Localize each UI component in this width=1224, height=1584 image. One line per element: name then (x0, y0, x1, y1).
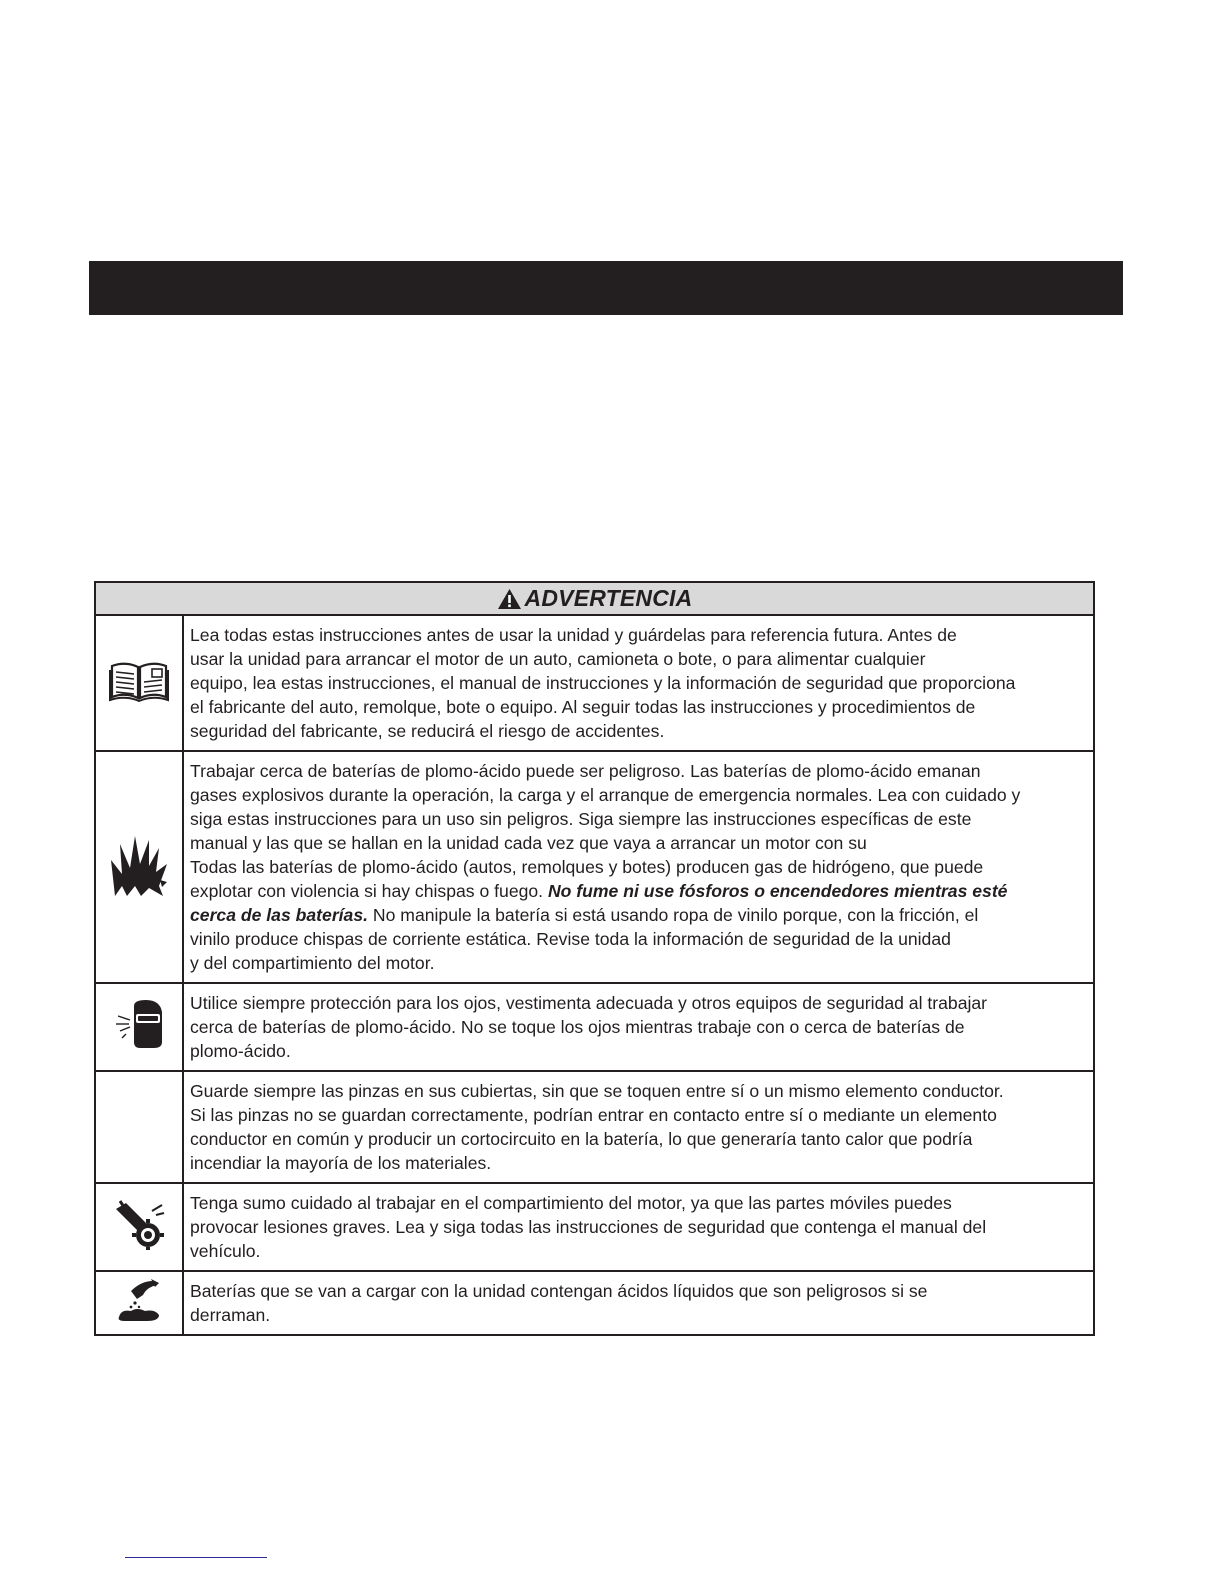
icon-cell (95, 1271, 183, 1335)
text-line: Tenga sumo cuidado al trabajar en el compartimiento del motor, ya que las partes móviles puedes (190, 1192, 952, 1213)
warning-row (95, 1183, 1094, 1271)
icon-cell (95, 751, 183, 983)
text-line (190, 903, 1085, 927)
text-line: Baterías que se van a cargar con la unidad contengan ácidos líquidos que son peligrosos si se (190, 1280, 928, 1301)
text-line: Utilice siempre protección para los ojos, vestimenta adecuada y otros equipos de seguridad al trabajar (190, 992, 988, 1013)
footnote-rule (125, 1557, 267, 1558)
text-line: siga estas instrucciones para un uso sin peligros. Siga siempre las instrucciones específicas de este (190, 808, 972, 829)
text-segment: explotar con violencia si hay chispas o fuego. (190, 880, 548, 901)
text-line: Guarde siempre las pinzas en sus cubiertas, sin que se toquen entre sí o un mismo elemento conductor. (190, 1080, 1004, 1101)
text-line: manual y las que se hallan en la unidad cada vez que vaya a arrancar un motor con su (190, 832, 867, 853)
warning-row (95, 1271, 1094, 1335)
moving-parts-icon (112, 1197, 166, 1251)
eye-protection-icon (112, 998, 166, 1050)
text-line: Si las pinzas no se guardan correctamente, podrían entrar en contacto entre sí o mediante un elemento (190, 1104, 997, 1125)
text-line: Todas las baterías de plomo-ácido (autos, remolques y botes) producen gas de hidrógeno, que puede (190, 856, 984, 877)
text-line: plomo-ácido. (190, 1040, 291, 1061)
warning-header-cell (95, 582, 1094, 615)
text-line: conductor en común y producir un cortocircuito en la batería, lo que generaría tanto calor que podría (190, 1128, 973, 1149)
corrosive-liquid-icon (113, 1277, 165, 1323)
text-line: usar la unidad para arrancar el motor de un auto, camioneta o bote, o para alimentar cualquier (190, 648, 926, 669)
text-line: Lea todas estas instrucciones antes de usar la unidad y guárdelas para referencia futura. Antes de (190, 624, 957, 645)
warning-table (94, 581, 1095, 1336)
text-line: derraman. (190, 1304, 271, 1325)
text-cell (183, 751, 1094, 983)
icon-cell (95, 983, 183, 1071)
warning-header-row (95, 582, 1094, 615)
text-line: cerca de baterías de plomo-ácido. No se toque los ojos mientras trabaje con o cerca de baterías de (190, 1016, 965, 1037)
text-line: vinilo produce chispas de corriente estática. Revise toda la información de seguridad de la unidad (190, 928, 951, 949)
text-line: equipo, lea estas instrucciones, el manual de instrucciones y la información de seguridad que proporciona (190, 672, 1016, 693)
text-cell (183, 615, 1094, 751)
text-line: y del compartimiento del motor. (190, 952, 435, 973)
text-segment: No manipule la batería si está usando ropa de vinilo porque, con la fricción, el (368, 904, 979, 925)
text-cell (183, 1183, 1094, 1271)
emphasis-text: No fume ni use fósforos o encendedores mientras esté (547, 880, 1008, 901)
text-line: provocar lesiones graves. Lea y siga todas las instrucciones de seguridad que contenga el manual del (190, 1216, 987, 1237)
text-line (190, 879, 1085, 903)
warning-row (95, 983, 1094, 1071)
warning-heading: ADVERTENCIA (524, 585, 693, 611)
text-line: gases explosivos durante la operación, la carga y el arranque de emergencia normales. Lea con cuidado y (190, 784, 1021, 805)
manual-book-icon (108, 658, 170, 702)
icon-cell (95, 615, 183, 751)
text-cell (183, 1271, 1094, 1335)
warning-row (95, 1071, 1094, 1183)
icon-cell (95, 1183, 183, 1271)
explosion-icon (109, 830, 169, 898)
warning-row (95, 615, 1094, 751)
text-cell (183, 983, 1094, 1071)
text-line: incendiar la mayoría de los materiales. (190, 1152, 492, 1173)
emphasis-text: cerca de las baterías. (190, 904, 369, 925)
warning-triangle-icon (497, 588, 522, 610)
text-line: el fabricante del auto, remolque, bote o equipo. Al seguir todas las instrucciones y procedimientos de (190, 696, 976, 717)
section-header-bar (89, 261, 1123, 315)
text-line: vehículo. (190, 1240, 261, 1261)
text-line: seguridad del fabricante, se reducirá el riesgo de accidentes. (190, 720, 665, 741)
text-cell (183, 1071, 1094, 1183)
icon-cell (95, 1071, 183, 1183)
text-line: Trabajar cerca de baterías de plomo-ácido puede ser peligroso. Las baterías de plomo-ácido emanan (190, 760, 981, 781)
warning-row (95, 751, 1094, 983)
